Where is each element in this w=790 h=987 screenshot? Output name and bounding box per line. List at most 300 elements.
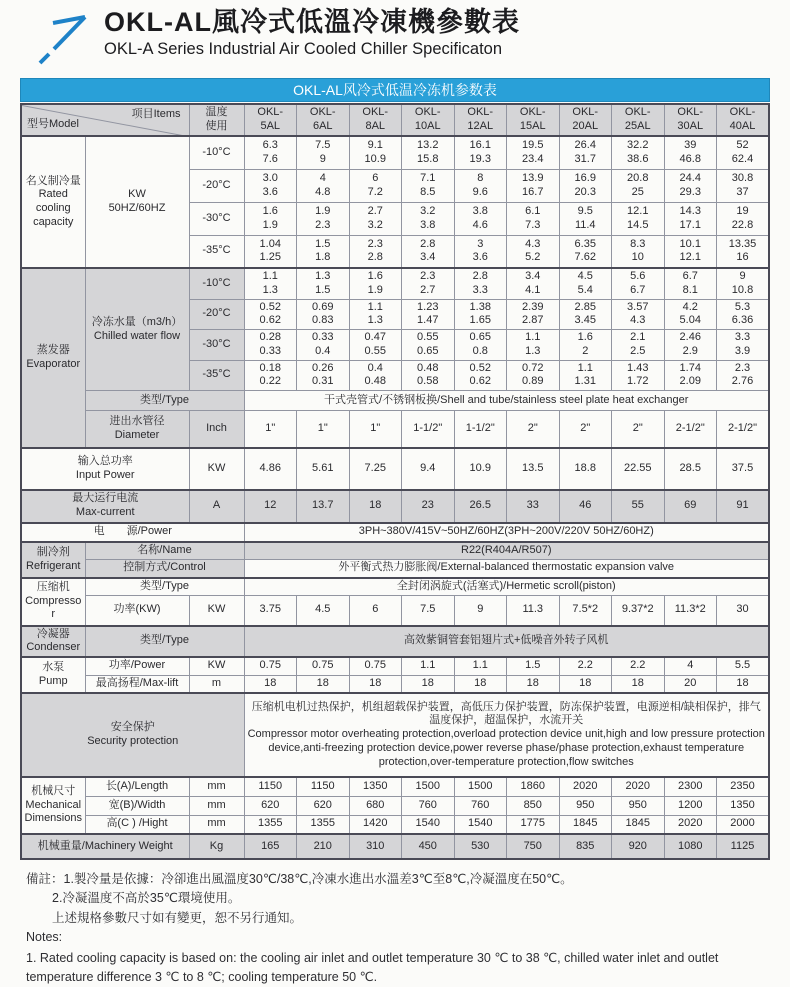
- data-cell: 1125: [717, 834, 770, 859]
- cell-line: 冷凝器: [24, 628, 83, 642]
- data-cell: 18: [612, 675, 665, 693]
- cell-line: 20.3: [562, 186, 610, 200]
- cell-line: 压缩机电机过热保护，机组超载保护装置，高低压力保护装置，防冻保护装置，电源逆相/缺相保护，排气温度保护，超温保护，水流开关: [247, 701, 767, 729]
- data-cell: [559, 360, 612, 391]
- compressor-section-label: [21, 578, 85, 626]
- cell-line: 4: [299, 172, 347, 186]
- evaporator-section-label: [21, 268, 85, 448]
- data-cell: [349, 299, 402, 330]
- cell-line: 0.18: [247, 362, 295, 376]
- data-cell: [664, 202, 717, 235]
- cell-line: 32.2: [614, 139, 662, 153]
- cell-line: 7.2: [352, 186, 400, 200]
- cell-line: 4.2: [667, 301, 715, 315]
- cell-line: OKL-: [404, 106, 452, 120]
- cell-line: 5.6: [614, 270, 662, 284]
- model-header: [297, 104, 350, 136]
- cell-line: 0.47: [352, 331, 400, 345]
- data-cell: [612, 360, 665, 391]
- data-cell: 7.5: [402, 596, 455, 626]
- cell-line: 6.1: [509, 205, 557, 219]
- brand-arrow-icon: [30, 8, 96, 75]
- cell-line: 1.65: [457, 314, 505, 328]
- cell-line: 7.62: [562, 251, 610, 265]
- cell-line: 1.47: [404, 314, 452, 328]
- cell-line: 最大运行电流: [24, 492, 187, 506]
- cell-line: 16.9: [562, 172, 610, 186]
- data-cell: 2.2: [559, 657, 612, 675]
- cell-line: OKL-: [614, 106, 662, 120]
- data-cell: [612, 235, 665, 268]
- cell-line: 12.1: [614, 205, 662, 219]
- cell-line: 52: [719, 139, 766, 153]
- cell-line: 0.55: [404, 331, 452, 345]
- notes-en-label: Notes:: [26, 928, 771, 947]
- data-cell: 210: [297, 834, 350, 859]
- condenser-section-label: [21, 626, 85, 658]
- temp-cell: -10°C: [189, 136, 244, 169]
- cell-line: 1.74: [667, 362, 715, 376]
- cell-line: 9.6: [457, 186, 505, 200]
- cell-line: 38.6: [614, 153, 662, 167]
- data-cell: 0.75: [297, 657, 350, 675]
- data-cell: 1-1/2": [402, 411, 455, 448]
- cell-line: 冷冻水量（m3/h）: [88, 316, 187, 330]
- data-cell: 18: [559, 675, 612, 693]
- cell-line: 29.3: [667, 186, 715, 200]
- cell-line: 30AL: [667, 120, 715, 134]
- data-cell: 2350: [717, 777, 770, 796]
- data-cell: 13.5: [507, 448, 560, 490]
- data-cell: 165: [244, 834, 297, 859]
- cell-line: 1.6: [247, 205, 295, 219]
- cell-line: 3.6: [247, 186, 295, 200]
- cell-line: 8.3: [614, 238, 662, 252]
- cell-line: 1.9: [352, 284, 400, 298]
- cell-line: 62.4: [719, 153, 766, 167]
- cell-line: 46.8: [667, 153, 715, 167]
- data-cell: [717, 136, 770, 169]
- table-banner: OKL-AL风冷式低温冷冻机参数表: [20, 78, 770, 102]
- cell-line: Refrigerant: [24, 560, 83, 574]
- cell-line: 2.7: [352, 205, 400, 219]
- cell-line: 19.5: [509, 139, 557, 153]
- cell-line: 2.3: [352, 238, 400, 252]
- data-cell: [507, 268, 560, 299]
- data-cell: [297, 299, 350, 330]
- data-cell: [297, 268, 350, 299]
- data-cell: 91: [717, 490, 770, 523]
- data-cell: 6: [349, 596, 402, 626]
- data-cell: 18: [349, 675, 402, 693]
- data-cell: 18.8: [559, 448, 612, 490]
- data-cell: 1080: [664, 834, 717, 859]
- cell-line: OKL-: [719, 106, 766, 120]
- refrigerant-control-value: 外平衡式热力膨胀阀/External-balanced thermostatic expansion valve: [244, 560, 769, 578]
- data-cell: 835: [559, 834, 612, 859]
- data-cell: [349, 235, 402, 268]
- data-cell: [454, 235, 507, 268]
- cell-line: 16.7: [509, 186, 557, 200]
- cell-line: 0.83: [299, 314, 347, 328]
- data-cell: [454, 136, 507, 169]
- refrigerant-control-label: 控制方式/Control: [85, 560, 244, 578]
- data-cell: [244, 169, 297, 202]
- notes-block: [26, 870, 771, 987]
- cell-line: 1.3: [299, 270, 347, 284]
- cell-line: 1.5: [299, 238, 347, 252]
- cell-line: 1.23: [404, 301, 452, 315]
- dimension-label: 宽(B)/Width: [85, 796, 189, 815]
- cell-line: 1.3: [352, 314, 400, 328]
- data-cell: [717, 235, 770, 268]
- cell-line: 0.48: [352, 375, 400, 389]
- cell-line: 37: [719, 186, 766, 200]
- data-cell: [244, 202, 297, 235]
- data-cell: [717, 330, 770, 361]
- data-cell: 18: [349, 490, 402, 523]
- data-cell: 0.75: [244, 657, 297, 675]
- data-cell: 2020: [612, 777, 665, 796]
- cell-line: 5.04: [667, 314, 715, 328]
- data-cell: [244, 330, 297, 361]
- cell-line: 26.4: [562, 139, 610, 153]
- data-cell: 1500: [402, 777, 455, 796]
- cell-line: 1.9: [247, 219, 295, 233]
- cell-line: 1.1: [509, 331, 557, 345]
- cell-line: 5AL: [247, 120, 295, 134]
- model-items-corner: [21, 104, 189, 136]
- cell-line: Evaporator: [24, 358, 83, 372]
- model-header: [454, 104, 507, 136]
- cell-line: OKL-: [562, 106, 610, 120]
- data-cell: 33: [507, 490, 560, 523]
- cell-line: Mechanical Dimensions: [24, 799, 83, 827]
- data-cell: [402, 202, 455, 235]
- unit-cell: A: [189, 490, 244, 523]
- cell-line: 24.4: [667, 172, 715, 186]
- cell-line: 使用: [192, 120, 242, 134]
- cell-line: OKL-: [509, 106, 557, 120]
- data-cell: 1355: [297, 815, 350, 834]
- cell-line: 4.8: [299, 186, 347, 200]
- cell-line: 0.52: [457, 362, 505, 376]
- cell-line: 3.8: [457, 205, 505, 219]
- cell-line: 8AL: [352, 120, 400, 134]
- data-cell: 1150: [244, 777, 297, 796]
- note-en-1: 1. Rated cooling capacity is based on: the cooling air inlet and outlet temperature 30 ℃ to 38 ℃, chilled water inlet and outlet temperature difference 3 ℃ to 8 ℃; cooling temperature 50 ℃.: [26, 949, 771, 987]
- cell-line: 9.1: [352, 139, 400, 153]
- note-cn-1: 備註：1.製冷量是依據：冷卻進出風溫度30℃/38℃,冷凍水進出水溫差3℃至8℃,冷凝溫度在50℃。: [26, 870, 771, 889]
- data-cell: 30: [717, 596, 770, 626]
- data-cell: [402, 136, 455, 169]
- model-header: [612, 104, 665, 136]
- model-header: [559, 104, 612, 136]
- cell-line: 8.1: [667, 284, 715, 298]
- data-cell: [612, 268, 665, 299]
- cell-line: 压缩机: [24, 581, 83, 595]
- cell-line: 0.52: [247, 301, 295, 315]
- cell-line: OKL-: [667, 106, 715, 120]
- dimensions-section-label: [21, 777, 85, 834]
- cell-line: 0.72: [509, 362, 557, 376]
- cell-line: 1.43: [614, 362, 662, 376]
- cell-line: 15AL: [509, 120, 557, 134]
- cell-line: 3.4: [404, 251, 452, 265]
- cell-line: 1.1: [352, 301, 400, 315]
- data-cell: 11.3: [507, 596, 560, 626]
- data-cell: [454, 169, 507, 202]
- data-cell: [349, 202, 402, 235]
- data-cell: [507, 136, 560, 169]
- cell-line: 14.3: [667, 205, 715, 219]
- data-cell: 310: [349, 834, 402, 859]
- refrigerant-name-value: R22(R404A/R507): [244, 542, 769, 560]
- cell-line: 2.76: [719, 375, 766, 389]
- data-cell: 620: [297, 796, 350, 815]
- cell-line: 0.62: [457, 375, 505, 389]
- cell-line: 2.8: [404, 238, 452, 252]
- data-cell: [664, 330, 717, 361]
- cell-line: 3: [457, 238, 505, 252]
- data-cell: 18: [297, 675, 350, 693]
- data-cell: 950: [559, 796, 612, 815]
- data-cell: 1.1: [402, 657, 455, 675]
- cell-line: 温度: [192, 106, 242, 120]
- cell-line: 0.65: [457, 331, 505, 345]
- data-cell: 9.37*2: [612, 596, 665, 626]
- unit-cell: mm: [189, 796, 244, 815]
- cell-line: 1.1: [247, 270, 295, 284]
- data-cell: [507, 330, 560, 361]
- data-cell: [507, 235, 560, 268]
- data-cell: 13.7: [297, 490, 350, 523]
- cell-line: 3.4: [509, 270, 557, 284]
- cell-line: 16: [719, 251, 766, 265]
- data-cell: 1.5: [507, 657, 560, 675]
- cell-line: 7.3: [509, 219, 557, 233]
- data-cell: [664, 299, 717, 330]
- data-cell: 2": [507, 411, 560, 448]
- cell-line: 0.26: [299, 362, 347, 376]
- data-cell: 1": [297, 411, 350, 448]
- cell-line: 2.46: [667, 331, 715, 345]
- data-cell: 1845: [612, 815, 665, 834]
- cell-line: 10: [614, 251, 662, 265]
- data-cell: [664, 235, 717, 268]
- data-cell: [717, 169, 770, 202]
- data-cell: [717, 268, 770, 299]
- dimension-label: 高(C ) /Hight: [85, 815, 189, 834]
- cell-line: 2.09: [667, 375, 715, 389]
- cell-line: 3.0: [247, 172, 295, 186]
- cell-line: Rated cooling capacity: [24, 188, 83, 229]
- cell-line: 30.8: [719, 172, 766, 186]
- data-cell: [244, 299, 297, 330]
- data-cell: 2-1/2": [664, 411, 717, 448]
- cell-line: 3.2: [352, 219, 400, 233]
- cell-line: 2.39: [509, 301, 557, 315]
- compressor-power-label: 功率(KW): [85, 596, 189, 626]
- cell-line: 0.48: [404, 362, 452, 376]
- data-cell: 680: [349, 796, 402, 815]
- data-cell: 46: [559, 490, 612, 523]
- cell-line: 12AL: [457, 120, 505, 134]
- input-power-label: [21, 448, 189, 490]
- cell-line: 3.3: [719, 331, 766, 345]
- cell-line: 7.6: [247, 153, 295, 167]
- cooling-section-label: [21, 136, 85, 268]
- data-cell: [717, 202, 770, 235]
- data-cell: 2020: [664, 815, 717, 834]
- cell-line: 3.6: [457, 251, 505, 265]
- data-cell: 1500: [454, 777, 507, 796]
- cell-line: 14.5: [614, 219, 662, 233]
- data-cell: [717, 299, 770, 330]
- data-cell: 1": [244, 411, 297, 448]
- cell-line: 0.65: [404, 345, 452, 359]
- flow-label: [85, 268, 189, 391]
- cell-line: 3.45: [562, 314, 610, 328]
- cell-line: 6: [352, 172, 400, 186]
- cell-line: 1.5: [299, 284, 347, 298]
- cell-line: 1.6: [562, 331, 610, 345]
- cell-line: 2.3: [719, 362, 766, 376]
- cell-line: KW: [88, 188, 187, 202]
- cell-line: 3.2: [404, 205, 452, 219]
- cell-line: 2.85: [562, 301, 610, 315]
- temp-cell: -20°C: [189, 299, 244, 330]
- data-cell: 18: [717, 675, 770, 693]
- data-cell: [454, 299, 507, 330]
- data-cell: 7.25: [349, 448, 402, 490]
- data-cell: 850: [507, 796, 560, 815]
- cell-line: OKL-: [247, 106, 295, 120]
- data-cell: [664, 360, 717, 391]
- weight-label: 机械重量/Machinery Weight: [21, 834, 189, 859]
- cell-line: 5.3: [719, 301, 766, 315]
- data-cell: [349, 268, 402, 299]
- data-cell: 750: [507, 834, 560, 859]
- cell-line: 1.6: [352, 270, 400, 284]
- cell-line: 8.5: [404, 186, 452, 200]
- cell-line: 1.3: [509, 345, 557, 359]
- data-cell: [612, 169, 665, 202]
- data-cell: [664, 136, 717, 169]
- temp-cell: -30°C: [189, 202, 244, 235]
- unit-cell: KW: [189, 657, 244, 675]
- data-cell: [244, 360, 297, 391]
- cell-line: 4.3: [614, 314, 662, 328]
- data-cell: 5.5: [717, 657, 770, 675]
- cell-line: 1.9: [299, 205, 347, 219]
- data-cell: 2020: [559, 777, 612, 796]
- cell-line: 39: [667, 139, 715, 153]
- data-cell: [402, 360, 455, 391]
- data-cell: [559, 136, 612, 169]
- corner-items-label: 项目Items: [132, 108, 181, 122]
- cell-line: Input Power: [24, 469, 187, 483]
- cell-line: 10.8: [719, 284, 766, 298]
- cell-line: 50HZ/60HZ: [88, 202, 187, 216]
- cell-line: 0.4: [299, 345, 347, 359]
- cell-line: 10.9: [352, 153, 400, 167]
- data-cell: [244, 268, 297, 299]
- cell-line: Security protection: [24, 735, 242, 749]
- evap-type-value: 干式壳管式/不锈钢板换/Shell and tube/stainless steel plate heat exchanger: [244, 391, 769, 411]
- data-cell: 9.4: [402, 448, 455, 490]
- cell-line: 0.33: [247, 345, 295, 359]
- cell-line: 9: [299, 153, 347, 167]
- cell-line: 2.8: [457, 270, 505, 284]
- cell-line: Compressor motor overheating protection,overload protection device unit,high and low pressure protection device,anti-freezing protection device,power reverse phase/phase protection,exhaust temperature protection,over-temperature protection,flow switches: [247, 728, 767, 769]
- data-cell: 37.5: [717, 448, 770, 490]
- data-cell: [402, 169, 455, 202]
- cell-line: 31.7: [562, 153, 610, 167]
- data-cell: [612, 299, 665, 330]
- refrigerant-section-label: [21, 542, 85, 578]
- diameter-label: [85, 411, 189, 448]
- unit-cell: mm: [189, 815, 244, 834]
- data-cell: 1540: [402, 815, 455, 834]
- power-supply-label: 电 源/Power: [21, 523, 244, 542]
- data-cell: 9: [454, 596, 507, 626]
- data-cell: [664, 268, 717, 299]
- cell-line: 0.33: [299, 331, 347, 345]
- cell-line: OKL-: [299, 106, 347, 120]
- data-cell: 7.5*2: [559, 596, 612, 626]
- data-cell: [454, 330, 507, 361]
- titles: [104, 6, 520, 59]
- cell-line: 11.4: [562, 219, 610, 233]
- data-cell: 11.3*2: [664, 596, 717, 626]
- cell-line: 2.9: [667, 345, 715, 359]
- data-cell: [559, 268, 612, 299]
- data-cell: [297, 360, 350, 391]
- temp-use-header: [189, 104, 244, 136]
- pump-lift-label: 最高扬程/Max-lift: [85, 675, 189, 693]
- cell-line: Pump: [24, 675, 83, 689]
- temp-cell: -35°C: [189, 235, 244, 268]
- data-cell: [507, 360, 560, 391]
- cell-line: 17.1: [667, 219, 715, 233]
- data-cell: 1.1: [454, 657, 507, 675]
- cell-line: 2.3: [404, 270, 452, 284]
- data-cell: 2.2: [612, 657, 665, 675]
- data-cell: [664, 169, 717, 202]
- data-cell: [349, 136, 402, 169]
- cell-line: 19: [719, 205, 766, 219]
- data-cell: 10.9: [454, 448, 507, 490]
- cell-line: 安全保护: [24, 721, 242, 735]
- data-cell: [349, 360, 402, 391]
- cell-line: 4.5: [562, 270, 610, 284]
- data-cell: [507, 299, 560, 330]
- data-cell: [507, 169, 560, 202]
- cell-line: 6.3: [247, 139, 295, 153]
- data-cell: 1-1/2": [454, 411, 507, 448]
- cell-line: 3.3: [457, 284, 505, 298]
- data-cell: [402, 268, 455, 299]
- data-cell: 5.61: [297, 448, 350, 490]
- cell-line: 0.58: [404, 375, 452, 389]
- cell-line: 输入总功率: [24, 455, 187, 469]
- max-current-label: [21, 490, 189, 523]
- cell-line: 蒸发器: [24, 344, 83, 358]
- data-cell: [349, 330, 402, 361]
- data-cell: [559, 299, 612, 330]
- cell-line: 1.25: [247, 251, 295, 265]
